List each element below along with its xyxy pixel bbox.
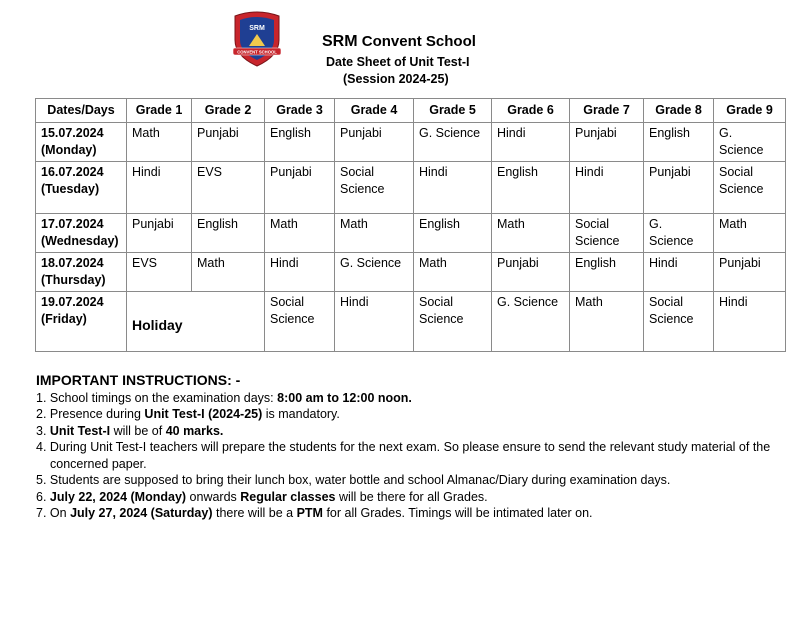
school-name-rest: Convent School xyxy=(357,33,476,50)
column-header: Grade 2 xyxy=(192,99,265,123)
subject-cell: G. Science xyxy=(492,292,570,352)
date-text: 18.07.2024 xyxy=(41,256,104,270)
date-sheet-table xyxy=(35,98,786,352)
instruction-emphasis: Unit Test-I xyxy=(49,423,111,438)
subject-cell: Social Science xyxy=(714,162,786,214)
subject-cell: Math xyxy=(414,253,492,292)
subject-cell: Hindi xyxy=(714,292,786,352)
day-text: (Friday) xyxy=(41,312,87,326)
subject-cell: English xyxy=(265,123,335,162)
instruction-text: will be there for all Grades. xyxy=(335,489,488,504)
subject-cell: G. Science xyxy=(644,214,714,253)
subject-cell: Social Science xyxy=(644,292,714,352)
subject-cell: Hindi xyxy=(644,253,714,292)
subject-cell: Math xyxy=(127,123,192,162)
table-row xyxy=(36,123,786,162)
subject-cell: Punjabi xyxy=(335,123,414,162)
instruction-emphasis: 40 marks. xyxy=(165,423,224,438)
instruction-text: During Unit Test-I teachers will prepare the students for the next exam. So please ensure to send the relevant study material of the concerned paper. xyxy=(49,440,771,471)
date-cell xyxy=(36,214,127,253)
column-header: Grade 3 xyxy=(265,99,335,123)
column-header: Grade 7 xyxy=(570,99,644,123)
subject-cell: Hindi xyxy=(492,123,570,162)
instruction-item xyxy=(36,472,788,489)
subject-cell: Math xyxy=(335,214,414,253)
subject-cell: Social Science xyxy=(570,214,644,253)
day-text: (Thursday) xyxy=(41,273,106,287)
logo-text-top: SRM xyxy=(249,25,265,32)
instruction-emphasis: July 27, 2024 (Saturday) xyxy=(70,506,213,520)
instruction-number: 5. xyxy=(36,473,50,487)
date-cell xyxy=(36,253,127,292)
instruction-item xyxy=(36,390,788,407)
subject-cell: English xyxy=(492,162,570,214)
instruction-text: School timings on the examination days: xyxy=(49,390,278,405)
instruction-emphasis: July 22, 2024 (Monday) xyxy=(49,489,187,504)
instruction-text: there will be a xyxy=(212,506,297,520)
subject-cell: Punjabi xyxy=(127,214,192,253)
instruction-item xyxy=(36,489,788,506)
day-text: (Wednesday) xyxy=(41,234,119,248)
subject-cell: Math xyxy=(192,253,265,292)
subject-cell: Math xyxy=(492,214,570,253)
subject-cell: G. Science xyxy=(335,253,414,292)
school-name xyxy=(322,33,476,51)
subject-cell: Math xyxy=(714,214,786,253)
instruction-text: for all Grades. Timings will be intimated later on. xyxy=(322,506,593,520)
column-header: Grade 8 xyxy=(644,99,714,123)
subject-cell: Punjabi xyxy=(714,253,786,292)
instruction-number: 1. xyxy=(36,390,50,405)
subject-cell: Hindi xyxy=(265,253,335,292)
subject-cell: Punjabi xyxy=(192,123,265,162)
instructions-title: IMPORTANT INSTRUCTIONS: - xyxy=(36,372,241,388)
date-cell xyxy=(36,292,127,352)
subject-cell: Hindi xyxy=(414,162,492,214)
subject-cell: Hindi xyxy=(127,162,192,214)
table-row xyxy=(36,214,786,253)
subject-cell: English xyxy=(192,214,265,253)
column-header: Grade 1 xyxy=(127,99,192,123)
subject-cell: G. Science xyxy=(414,123,492,162)
subject-cell: Social Science xyxy=(335,162,414,214)
subject-cell: English xyxy=(644,123,714,162)
instruction-text: On xyxy=(49,506,71,520)
column-header: Grade 9 xyxy=(714,99,786,123)
instruction-text: onwards xyxy=(186,489,241,504)
subject-cell: Punjabi xyxy=(265,162,335,214)
column-header: Grade 6 xyxy=(492,99,570,123)
date-cell xyxy=(36,123,127,162)
instruction-number: 3. xyxy=(36,423,50,438)
subject-cell: G. Science xyxy=(714,123,786,162)
table-row xyxy=(36,162,786,214)
subject-cell: English xyxy=(570,253,644,292)
date-text: 16.07.2024 xyxy=(41,165,104,179)
table-row xyxy=(36,292,786,352)
subject-cell: EVS xyxy=(127,253,192,292)
subject-cell: Punjabi xyxy=(570,123,644,162)
date-text: 15.07.2024 xyxy=(41,126,104,140)
sheet-title: Date Sheet of Unit Test-I xyxy=(326,55,470,69)
column-header: Grade 5 xyxy=(414,99,492,123)
instruction-text: Presence during xyxy=(49,407,145,421)
instruction-number: 6. xyxy=(36,489,50,504)
school-logo xyxy=(231,10,283,68)
subject-cell: Math xyxy=(570,292,644,352)
instruction-item xyxy=(36,439,788,472)
subject-cell: English xyxy=(414,214,492,253)
table-row xyxy=(36,253,786,292)
column-header: Grade 4 xyxy=(335,99,414,123)
subject-cell: Math xyxy=(265,214,335,253)
subject-cell: Hindi xyxy=(570,162,644,214)
instruction-text: will be of xyxy=(110,423,166,438)
table-header-row xyxy=(36,99,786,123)
instruction-emphasis: Regular classes xyxy=(240,489,336,504)
column-header: Dates/Days xyxy=(36,99,127,123)
school-name-main: SRM xyxy=(322,33,358,50)
subject-cell: Punjabi xyxy=(492,253,570,292)
instructions-list xyxy=(36,390,788,522)
logo-text-banner: CONVENT SCHOOL xyxy=(237,49,277,55)
day-text: (Tuesday) xyxy=(41,182,100,196)
instructions-section xyxy=(36,372,788,522)
date-text: 19.07.2024 xyxy=(41,295,104,309)
instruction-emphasis: Unit Test-I (2024-25) xyxy=(144,407,263,421)
instruction-emphasis: 8:00 am to 12:00 noon. xyxy=(277,390,412,405)
instruction-item xyxy=(36,423,788,440)
instruction-text: Students are supposed to bring their lunch box, water bottle and school Almanac/Diary during examination days. xyxy=(49,473,671,487)
session-label: (Session 2024-25) xyxy=(343,72,449,86)
instruction-item xyxy=(36,505,788,522)
subject-cell: Punjabi xyxy=(644,162,714,214)
subject-cell: EVS xyxy=(192,162,265,214)
instruction-text: is mandatory. xyxy=(262,407,340,421)
instruction-number: 4. xyxy=(36,440,50,454)
date-cell xyxy=(36,162,127,214)
day-text: (Monday) xyxy=(41,143,97,157)
instruction-emphasis: PTM xyxy=(296,506,323,520)
instruction-item xyxy=(36,406,788,423)
instruction-number: 7. xyxy=(36,506,50,520)
subject-cell: Social Science xyxy=(414,292,492,352)
holiday-cell: Holiday xyxy=(127,292,265,352)
instruction-number: 2. xyxy=(36,407,50,421)
subject-cell: Social Science xyxy=(265,292,335,352)
subject-cell: Hindi xyxy=(335,292,414,352)
date-text: 17.07.2024 xyxy=(41,217,104,231)
